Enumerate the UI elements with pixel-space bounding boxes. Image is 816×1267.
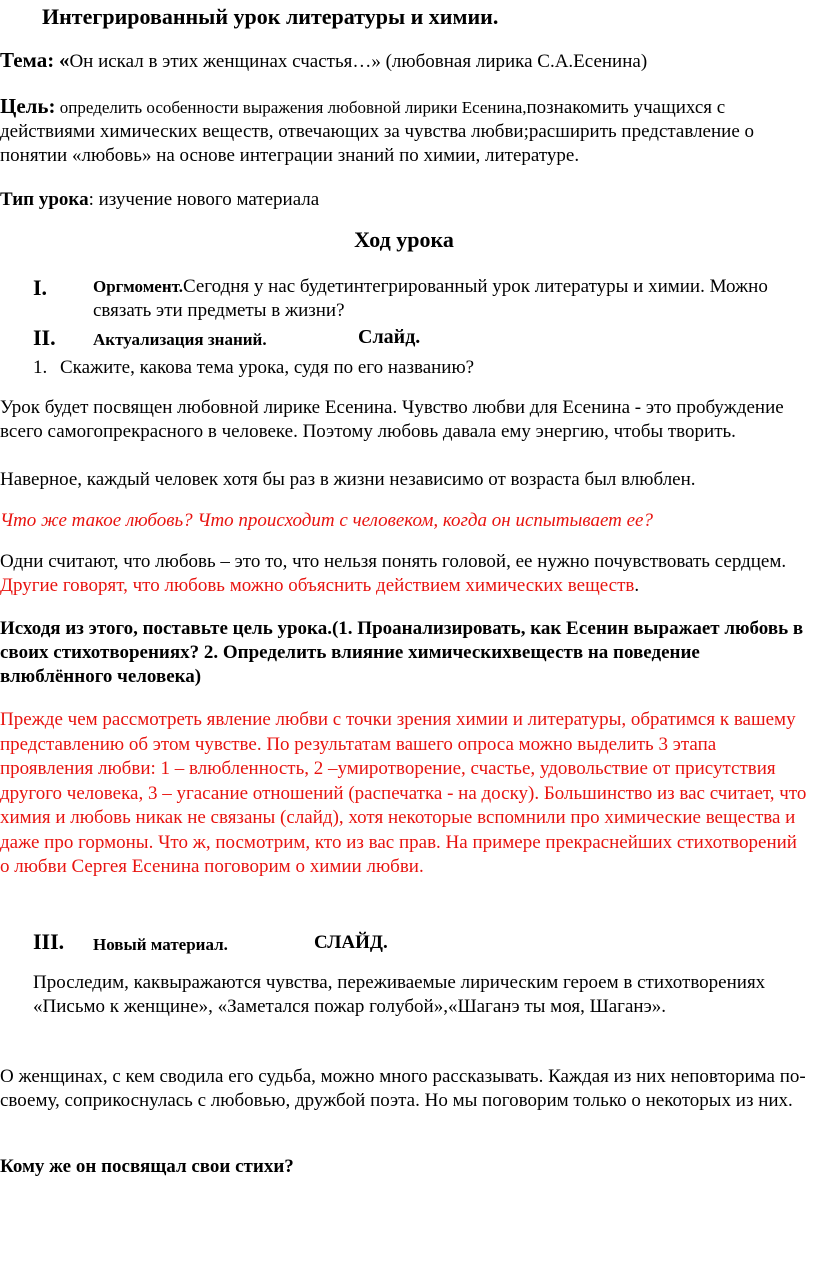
section-1-label: Оргмомент. [93,277,183,296]
paragraph-question-love: Что же такое любовь? Что происходит с человеком, когда он испытывает ее? [0,510,653,531]
paragraph-everyone: Наверное, каждый человек хотя бы раз в жизни независимо от возраста был влюблен. [0,469,696,490]
lesson-type-text: : изучение нового материала [88,189,320,210]
lesson-topic [0,48,808,74]
goal-label: Цель: [0,94,56,118]
lesson-type-label: Тип урока [0,189,89,210]
section-1-number: I. [33,275,48,300]
topic-label: Тема: [0,48,55,72]
lesson-type [0,188,808,212]
paragraph-final-question: Кому же он посвящал свои стихи? [0,1156,294,1177]
opinions-period: . [634,575,640,596]
question-1-text: Скажите, какова тема урока, судя по его названию? [60,357,475,378]
paragraph-opinions [0,550,808,598]
lesson-goal [0,94,808,168]
topic-quote-open: « [58,48,70,72]
topic-suffix: (любовная лирика С.А.Есенина) [380,51,648,72]
lesson-title: Интегрированный урок литературы и химии. [42,4,499,29]
section-2-number: II. [33,325,56,350]
section-3-label: Новый материал. [93,935,228,954]
section-2-slide: Слайд. [358,326,421,348]
section-3-number: III. [33,929,65,954]
lesson-course-heading: Ход урока [354,227,454,252]
goal-text: познакомить учащихся с действиями химических веществ, отвечающих за чувства любви;расширить представление о понятии «любовь» на основе интеграции знаний по химии, литературе. [0,97,754,166]
question-1-number: 1. [33,357,48,378]
opinions-text: Одни считают, что любовь – это то, что нельзя понять головой, ее нужно почувствовать сердцем. [0,551,787,572]
goal-small-text: определить особенности выражения любовной лирики Есенина, [55,98,527,117]
section-2-label: Актуализация знаний. [93,330,267,349]
paragraph-lyrics: Урок будет посвящен любовной лирике Есенина. Чувство любви для Есенина - это пробуждение всего самогопрекрасного в человеке. Поэтому любовь давала ему энергию, чтобы творить. [0,397,784,442]
question-1 [33,356,816,380]
paragraph-poems: Проследим, каквыражаются чувства, переживаемые лирическим героем в стихотворениях «Письмо к женщине», «Заметался пожар голубой»,«Шаганэ ты моя, Шаганэ». [33,972,766,1017]
opinions-chemistry-text: Другие говорят, что любовь можно объяснить действием химических веществ [0,575,635,596]
paragraph-women: О женщинах, с кем сводила его судьба, можно много рассказывать. Каждая из них неповторима по-своему, соприкоснулась с любовью, дружбой поэта. Но мы поговорим только о некоторых из них. [0,1066,806,1111]
paragraph-lesson-goal-task: Исходя из этого, поставьте цель урока.(1. Проанализировать, как Есенин выражает любовь в своих стихотворениях? 2. Определить влияние химическихвеществ на поведение влюблённого человека) [0,618,804,687]
section-1-text: Сегодня у нас будетинтегрированный урок литературы и химии. Можно связать эти предметы в жизни? [93,276,768,321]
paragraph-survey: Прежде чем рассмотреть явление любви с точки зрения химии и литературы, обратимся к вашему представлению об этом чувстве. По результатам вашего опроса можно выделить 3 этапа проявления любви: 1 – влюбленность, 2 –умиротворение, счастье, удовольствие от присутствия другого человека, 3 – угасание отношений (распечатка - на доску). Большинство из вас считает, что химия и любовь никак не связаны (слайд), хотя некоторые вспомнили про химические вещества и даже про гормоны. Что ж, посмотрим, кто из вас прав. На примере прекраснейших стихотворений о любви Сергея Есенина поговорим о химии любви. [0,709,807,877]
section-1 [93,275,803,323]
topic-text: Он искал в этих женщинах счастья…» [69,51,381,72]
section-3-slide: СЛАЙД. [314,932,388,953]
